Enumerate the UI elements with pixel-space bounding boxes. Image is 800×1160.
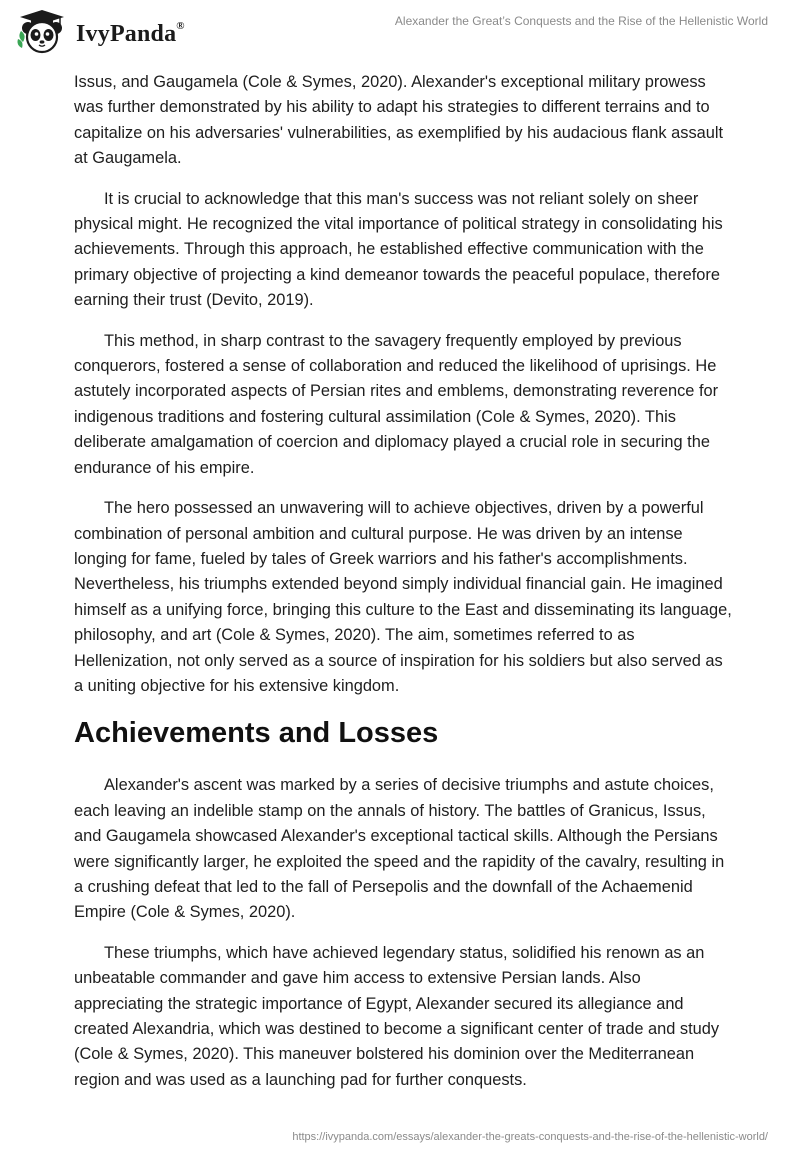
source-url-link[interactable]: https://ivypanda.com/essays/alexander-the-greats-conquests-and-the-rise-of-the-hellenistic-world/ [292, 1131, 768, 1143]
page-header [0, 0, 800, 60]
paragraph: This method, in sharp contrast to the savagery frequently employed by previous conquerors, fostered a sense of collaboration and reduced the likelihood of uprisings. He astutely incorporated aspects of Persian rites and emblems, demonstrating reverence for indigenous traditions and fostering cultural assimilation (Cole & Symes, 2020). This deliberate amalgamation of coercion and diplomacy played a crucial role in securing the endurance of his empire. [74, 331, 719, 477]
trademark-mark: ® [176, 20, 185, 32]
section-heading: Achievements and Losses [74, 717, 439, 750]
panda-graduate-logo-icon [14, 8, 70, 54]
paragraph: It is crucial to acknowledge that this man's success was not reliant solely on sheer physical might. He recognized the vital importance of political strategy in consolidating his achievements. Through this approach, he established effective communication with the primary objective of projecting a kind demeanor towards the peaceful populace, therefore earning their trust (Devito, 2019). [74, 189, 723, 310]
paragraph: These triumphs, which have achieved legendary status, solidified his renown as an unbeatable commander and gave him access to extensive Persian lands. Also appreciating the strategic importance of Egypt, Alexander secured its allegiance and created Alexandria, which was destined to become a significant center of trade and study (Cole & Symes, 2020). This maneuver bolstered his dominion over the Mediterranean region and was used as a launching pad for further conquests. [74, 943, 720, 1089]
brand-name: IvyPanda® [76, 20, 185, 47]
ivypanda-logo[interactable] [14, 8, 214, 56]
document-title: Alexander the Great’s Conquests and the Rise of the Hellenistic World [394, 14, 768, 28]
paragraph: Alexander's ascent was marked by a series of decisive triumphs and astute choices, each leaving an indelible stamp on the annals of history. The battles of Granicus, Issus, and Gaugamela showcased Alexander's exceptional tactical skills. Although the Persians were significantly larger, he exploited the speed and the rapidity of the cavalry, resulting in a crushing defeat that led to the fall of Persepolis and the downfall of the Achaemenid Empire (Cole & Symes, 2020). [74, 776, 725, 922]
paragraph: The hero possessed an unwavering will to achieve objectives, driven by a powerful combination of personal ambition and cultural purpose. He was driven by an intense longing for fame, fueled by tales of Greek warriors and his father's accomplishments. Nevertheless, his triumphs extended beyond simply individual financial gain. He imagined himself as a unifying force, bringing this culture to the East and disseminating its language, philosophy, and art (Cole & Symes, 2020). The aim, sometimes referred to as Hellenization, not only served as a source of inspiration for his soldiers but also served as a uniting objective for his extensive kingdom. [74, 499, 732, 695]
paragraph: Issus, and Gaugamela (Cole & Symes, 2020). Alexander's exceptional military prowess was further demonstrated by his ability to adapt his strategies to different terrains and to capitalize on his adversaries' vulnerabilities, as exemplified by his audacious flank assault at Gaugamela. [74, 73, 724, 168]
essay-body [74, 70, 734, 1108]
